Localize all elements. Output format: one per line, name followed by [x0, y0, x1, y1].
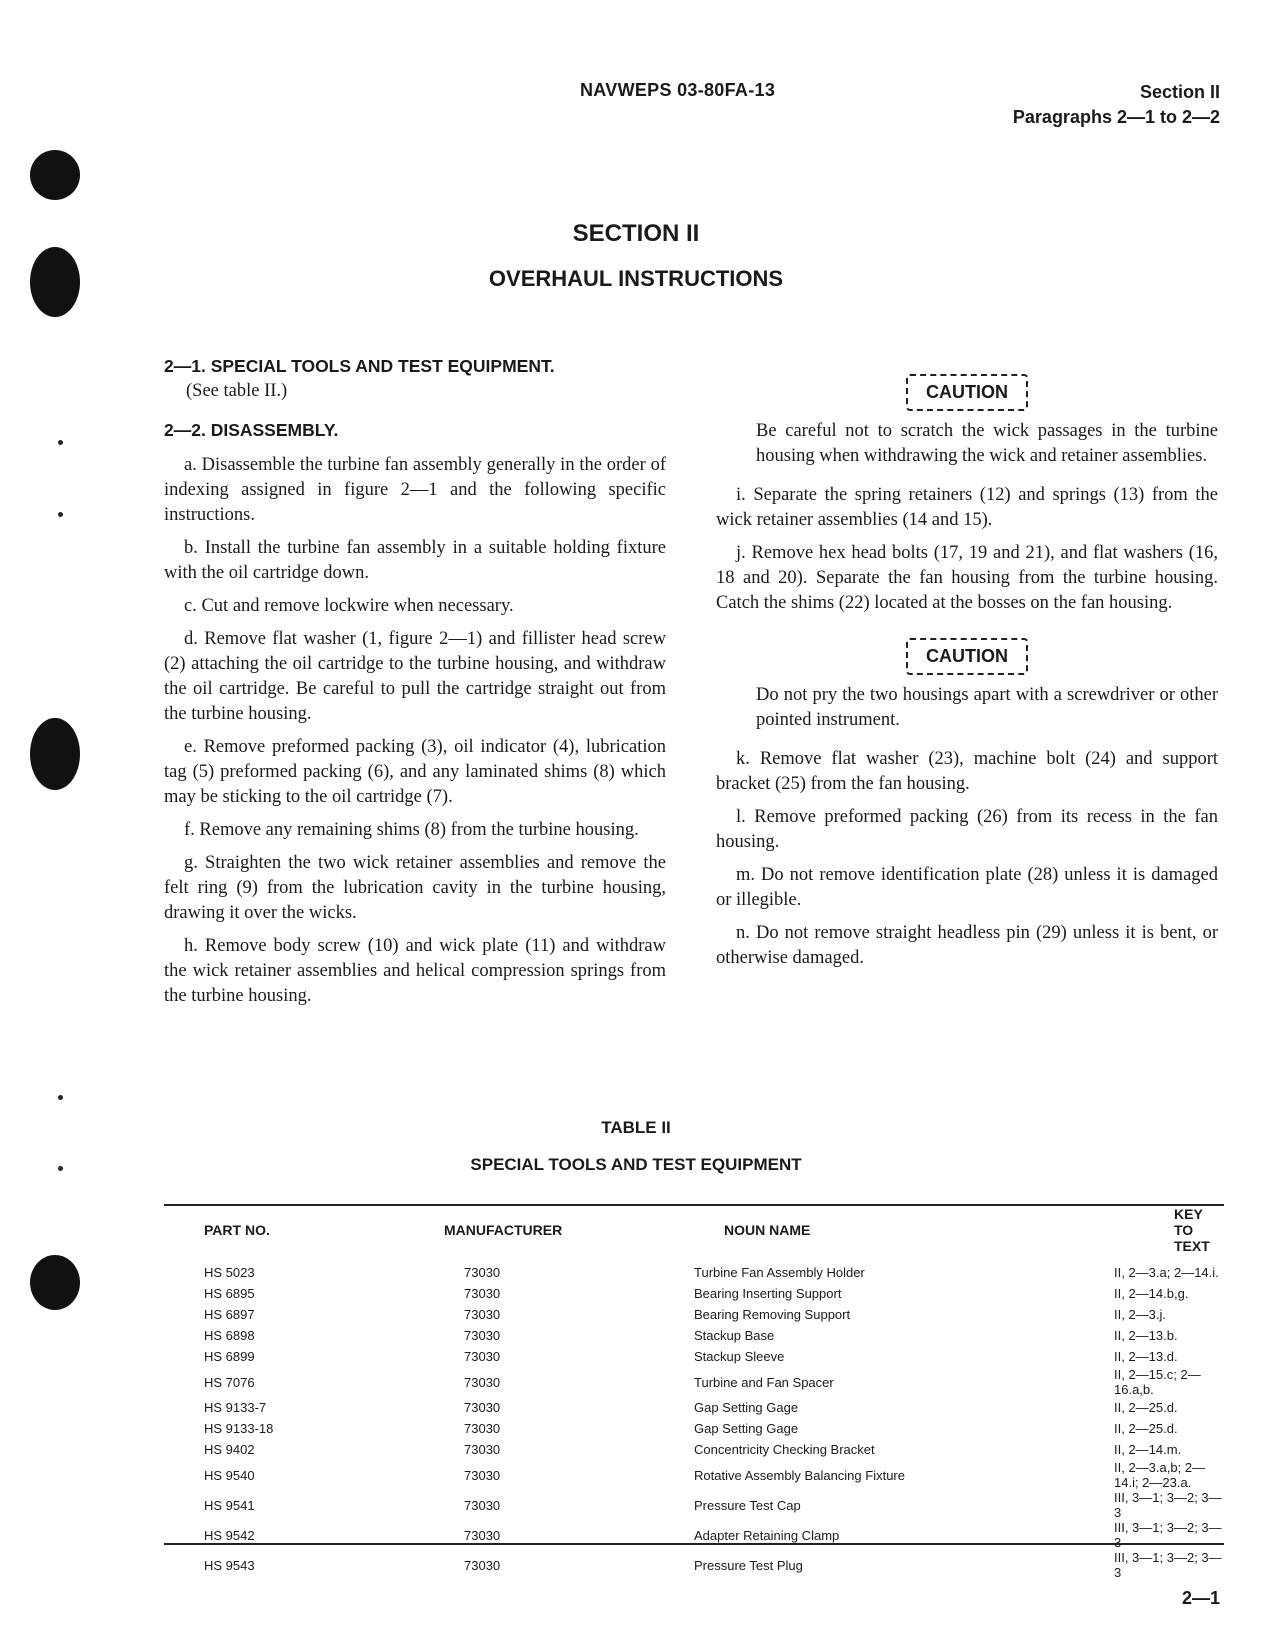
paragraph-d: d. Remove flat washer (1, figure 2—1) and fillister head screw (2) attaching the oil cartridge to the turbine housing, and withdraw the oil cartridge. Be careful to pull the cartridge straight out from the turbine housing.	[164, 629, 666, 724]
table-row	[164, 1283, 1224, 1304]
table-row	[164, 1439, 1224, 1460]
table-row	[164, 1397, 1224, 1418]
manufacturer: 73030	[464, 1307, 501, 1322]
manufacturer: 73030	[464, 1374, 501, 1390]
key-to-text: II, 2—13.b.	[1114, 1328, 1178, 1343]
paragraph-h: h. Remove body screw (10) and wick plate (11) and withdraw the wick retainer assemblies and helical compression springs from the turbine housing.	[164, 936, 666, 1006]
heading-note: (See table II.)	[186, 381, 288, 401]
noun-name: Bearing Removing Support	[694, 1307, 851, 1322]
paragraph-c: c. Cut and remove lockwire when necessary.	[184, 596, 514, 616]
binder-hole-4	[30, 1255, 80, 1310]
paragraph-range: Paragraphs 2—1 to 2—2	[1012, 107, 1220, 127]
part-no: HS 6895	[204, 1286, 255, 1301]
manufacturer: 73030	[464, 1421, 501, 1436]
paragraph-n: n. Do not remove straight headless pin (29) unless it is bent, or otherwise damaged.	[716, 923, 1218, 968]
manufacturer: 73030	[464, 1467, 501, 1483]
section-subtitle: OVERHAUL INSTRUCTIONS	[488, 266, 784, 291]
heading-special-tools: 2—1. SPECIAL TOOLS AND TEST EQUIPMENT.	[164, 356, 555, 376]
table-header-row	[164, 1206, 1224, 1254]
key-to-text: II, 2—25.d.	[1114, 1400, 1178, 1415]
manufacturer: 73030	[464, 1442, 501, 1457]
paragraph-k: k. Remove flat washer (23), machine bolt (24) and support bracket (25) from the fan housing.	[716, 749, 1218, 794]
part-no: HS 9402	[204, 1442, 255, 1457]
part-no: HS 5023	[204, 1265, 255, 1280]
noun-name: Gap Setting Gage	[694, 1421, 799, 1436]
caution-label: CAUTION	[906, 638, 1028, 675]
manufacturer: 73030	[464, 1527, 501, 1543]
noun-name: Turbine and Fan Spacer	[694, 1374, 834, 1390]
paragraph-e: e. Remove preformed packing (3), oil indicator (4), lubrication tag (5) preformed packing (6), and any laminated shims (8) which may be sticking to the oil cartridge (7).	[164, 737, 666, 807]
noun-name: Bearing Inserting Support	[694, 1286, 842, 1301]
noun-name: Adapter Retaining Clamp	[694, 1527, 840, 1543]
paragraph-a: a. Disassemble the turbine fan assembly generally in the order of indexing assigned in figure 2—1 and the following specific instructions.	[164, 455, 666, 525]
caution-label: CAUTION	[906, 374, 1028, 411]
caution-2-text: Do not pry the two housings apart with a screwdriver or other pointed instrument.	[756, 685, 1218, 730]
part-no: HS 9542	[204, 1527, 255, 1543]
caution-1	[716, 374, 1218, 411]
key-to-text: II, 2—13.d.	[1114, 1349, 1178, 1364]
table-row	[164, 1367, 1224, 1397]
table-label: TABLE II	[601, 1118, 671, 1137]
heading-disassembly: 2—2. DISASSEMBLY.	[164, 420, 339, 440]
manufacturer: 73030	[464, 1497, 501, 1513]
part-no: HS 9133-7	[204, 1400, 267, 1415]
paragraph-j: j. Remove hex head bolts (17, 19 and 21), and flat washers (16, 18 and 20). Separate the fan housing from the turbine housing. Catch the shims (22) located at the bosses on the fan housing.	[716, 543, 1218, 613]
key-to-text: II, 2—14.m.	[1114, 1442, 1182, 1457]
tools-table	[164, 1206, 1224, 1580]
column-header: MANUFACTURER	[444, 1222, 563, 1238]
noun-name: Stackup Base	[694, 1328, 775, 1343]
section-label: Section II	[1139, 82, 1220, 102]
noun-name: Rotative Assembly Balancing Fixture	[694, 1467, 905, 1483]
manufacturer: 73030	[464, 1557, 501, 1573]
part-no: HS 9543	[204, 1557, 255, 1573]
noun-name: Gap Setting Gage	[694, 1400, 799, 1415]
noun-name: Pressure Test Plug	[694, 1557, 803, 1573]
section-title: SECTION II	[572, 220, 700, 247]
key-to-text: III, 3—1; 3—2; 3—3	[1114, 1490, 1222, 1520]
part-no: HS 9540	[204, 1467, 255, 1483]
manufacturer: 73030	[464, 1400, 501, 1415]
manufacturer: 73030	[464, 1349, 501, 1364]
paragraph-b: b. Install the turbine fan assembly in a suitable holding fixture with the oil cartridge down.	[164, 538, 666, 583]
part-no: HS 6897	[204, 1307, 255, 1322]
key-to-text: III, 3—1; 3—2; 3—3	[1114, 1550, 1222, 1580]
table-row	[164, 1325, 1224, 1346]
part-no: HS 9541	[204, 1497, 255, 1513]
margin-speck	[58, 440, 63, 445]
noun-name: Concentricity Checking Bracket	[694, 1442, 875, 1457]
table-row	[164, 1490, 1224, 1520]
document-number: NAVWEPS 03-80FA-13	[580, 80, 776, 100]
binder-hole-3	[30, 718, 80, 790]
key-to-text: II, 2—3.a,b; 2—14.i; 2—23.a.	[1114, 1460, 1206, 1490]
paragraph-m: m. Do not remove identification plate (28) unless it is damaged or illegible.	[716, 865, 1218, 910]
paragraph-g: g. Straighten the two wick retainer assemblies and remove the felt ring (9) from the lubrication cavity in the turbine housing, drawing it over the wicks.	[164, 853, 666, 923]
right-column	[716, 370, 1218, 979]
column-header: KEY TO TEXT	[1174, 1206, 1210, 1254]
paragraph-l: l. Remove preformed packing (26) from its recess in the fan housing.	[716, 807, 1218, 852]
manufacturer: 73030	[464, 1328, 501, 1343]
table-row	[164, 1304, 1224, 1325]
part-no: HS 6899	[204, 1349, 255, 1364]
paragraph-f: f. Remove any remaining shims (8) from the turbine housing.	[184, 820, 639, 840]
page-header-right	[1013, 80, 1220, 130]
paragraph-i: i. Separate the spring retainers (12) and springs (13) from the wick retainer assemblies (14 and 15).	[716, 485, 1218, 530]
key-to-text: II, 2—14.b,g.	[1114, 1286, 1189, 1301]
column-header: PART NO.	[204, 1222, 270, 1238]
part-no: HS 9133-18	[204, 1421, 274, 1436]
table-row	[164, 1550, 1224, 1580]
part-no: HS 6898	[204, 1328, 255, 1343]
noun-name: Pressure Test Cap	[694, 1497, 801, 1513]
margin-speck	[58, 512, 63, 517]
part-no: HS 7076	[204, 1374, 255, 1390]
page-number: 2—1	[1181, 1588, 1220, 1608]
key-to-text: II, 2—25.d.	[1114, 1421, 1178, 1436]
noun-name: Stackup Sleeve	[694, 1349, 785, 1364]
key-to-text: II, 2—15.c; 2—16.a,b.	[1114, 1367, 1201, 1397]
manufacturer: 73030	[464, 1265, 501, 1280]
table-title: SPECIAL TOOLS AND TEST EQUIPMENT	[470, 1155, 802, 1174]
binder-hole-1	[30, 150, 80, 200]
caution-2	[716, 638, 1218, 675]
key-to-text: II, 2—3.j.	[1114, 1307, 1167, 1322]
table-row	[164, 1460, 1224, 1490]
column-header: NOUN NAME	[724, 1222, 811, 1238]
table-row	[164, 1254, 1224, 1283]
noun-name: Turbine Fan Assembly Holder	[694, 1265, 865, 1280]
caution-1-text: Be careful not to scratch the wick passages in the turbine housing when withdrawing the wick and retainer assemblies.	[756, 421, 1218, 466]
key-to-text: III, 3—1; 3—2; 3—	[1114, 1520, 1222, 1535]
left-column	[164, 354, 666, 1017]
table-bottom-rule	[164, 1543, 1224, 1545]
table-row	[164, 1418, 1224, 1439]
margin-speck	[58, 1095, 63, 1100]
table-row	[164, 1346, 1224, 1367]
key-to-text: II, 2—3.a; 2—14.i.	[1114, 1265, 1219, 1280]
manufacturer: 73030	[464, 1286, 501, 1301]
table-row	[164, 1520, 1224, 1550]
